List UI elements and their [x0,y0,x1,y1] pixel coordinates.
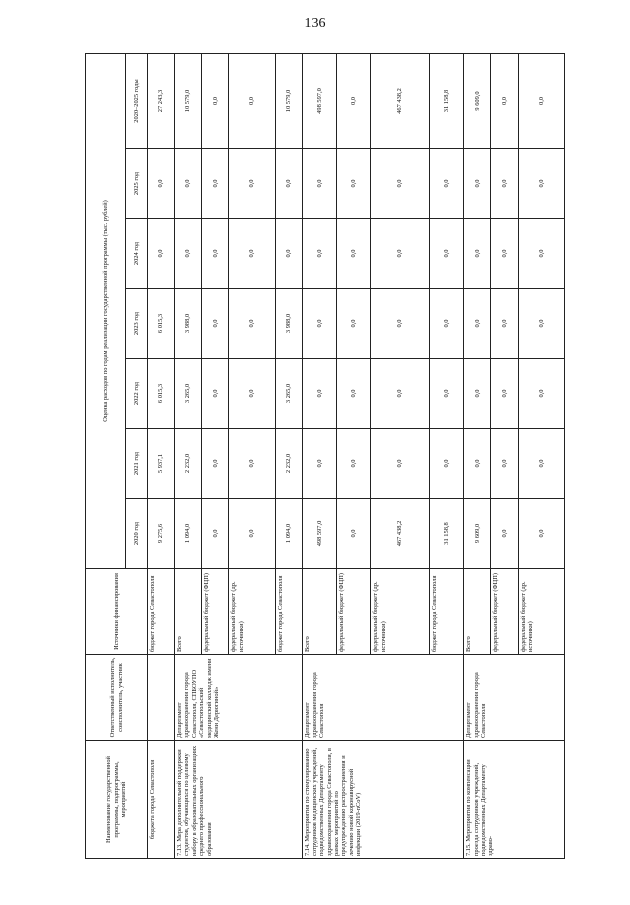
value-cell: 3 265,0 [275,359,302,429]
value-cell: 3 988,0 [275,289,302,359]
value-cell: 0,0 [336,289,370,359]
value-cell: 0,0 [229,54,275,149]
value-cell: 0,0 [202,219,229,289]
value-cell: 0,0 [229,359,275,429]
table-row [464,54,491,859]
value-cell: 0,0 [464,429,491,499]
value-cell: 6 015,3 [148,289,175,359]
value-cell: 0,0 [518,499,564,569]
header-year: 2022 год [126,359,148,429]
value-cell: 0,0 [275,149,302,219]
value-cell: 0,0 [148,219,175,289]
value-cell: 0,0 [302,429,336,499]
value-cell: 0,0 [491,359,518,429]
value-cell: 10 579,0 [275,54,302,149]
page-number: 136 [304,16,326,31]
header-year-total: 2020–2025 годы [126,54,148,149]
source-cell: федеральный бюджет (ФЦП) [202,569,229,655]
header-estimate: Оценка расходов по годам реализации государственной программы (тыс. рублей) [86,54,126,569]
source-cell: федеральный бюджет (др. источники) [371,569,430,655]
value-cell: 0,0 [371,149,430,219]
value-cell: 1 094,0 [275,499,302,569]
value-cell: 0,0 [336,149,370,219]
value-cell: 0,0 [302,289,336,359]
value-cell: 0,0 [491,54,518,149]
value-cell: 0,0 [336,54,370,149]
value-cell: 0,0 [518,289,564,359]
value-cell: 0,0 [371,289,430,359]
value-cell: 0,0 [464,359,491,429]
header-executor: Ответственный исполнитель, соисполнитель, участник [86,655,148,741]
executor-cell [148,655,175,741]
value-cell: 6 015,3 [148,359,175,429]
value-cell: 0,0 [464,289,491,359]
value-cell: 3 988,0 [175,289,202,359]
value-cell: 10 579,0 [175,54,202,149]
value-cell: 0,0 [464,219,491,289]
value-cell: 0,0 [229,429,275,499]
value-cell: 0,0 [429,219,463,289]
program-cell: 7.15. Мероприятия по компенсации проезда сотрудников учреждений, подведомственных Департаменту здраво- [464,741,565,859]
value-cell: 0,0 [518,54,564,149]
executor-cell: Департамент здравоохранения города Севастополя [464,655,565,741]
value-cell: 0,0 [336,359,370,429]
value-cell: 0,0 [202,289,229,359]
source-cell: федеральный бюджет (др. источники) [518,569,564,655]
value-cell: 0,0 [429,359,463,429]
value-cell: 0,0 [302,359,336,429]
source-cell: бюджет города Севастополя [429,569,463,655]
value-cell: 31 158,8 [429,499,463,569]
value-cell: 0,0 [464,149,491,219]
value-cell: 5 937,1 [148,429,175,499]
value-cell: 0,0 [518,149,564,219]
value-cell: 0,0 [429,149,463,219]
header-year: 2025 год [126,149,148,219]
value-cell: 27 243,3 [148,54,175,149]
value-cell: 0,0 [302,219,336,289]
source-cell: федеральный бюджет (др. источники) [229,569,275,655]
value-cell: 9 609,0 [464,499,491,569]
executor-cell: Департамент здравоохранения города Севастополя, СПБОУПО «Севастопольский медицинский колледж имени Жени Дерюгиной» [175,655,303,741]
value-cell: 0,0 [371,359,430,429]
value-cell: 0,0 [336,499,370,569]
source-cell: федеральный бюджет (ФЦП) [491,569,518,655]
header-year: 2024 год [126,219,148,289]
value-cell: 2 232,0 [175,429,202,499]
value-cell: 0,0 [202,359,229,429]
value-cell: 467 438,2 [371,54,430,149]
source-cell: Всего [302,569,336,655]
table-row [148,54,175,859]
program-cell: 7.14. Мероприятия по стимулированию сотрудников медицинских учреждений, подведомственных Департаменту здравоохранения города Севастополя, в рамках мероприятий по предупреждению распространения и лечению новой коронавирусной инфекции (2019-nCoV) [302,741,464,859]
program-cell: 7.13. Мера дополнительной поддержки студентов, обучающихся по целевому набору в образовательных организациях среднего профессионального образования [175,741,303,859]
value-cell: 0,0 [175,219,202,289]
value-cell: 2 232,0 [275,429,302,499]
source-cell: Всего [175,569,202,655]
value-cell: 498 597,0 [302,499,336,569]
value-cell: 0,0 [518,219,564,289]
executor-cell: Департамент здравоохранения города Севастополя [302,655,464,741]
rotated-table-sheet [85,54,565,859]
value-cell: 0,0 [275,219,302,289]
source-cell: бюджет города Севастополя [275,569,302,655]
value-cell: 0,0 [202,149,229,219]
value-cell: 0,0 [229,149,275,219]
value-cell: 0,0 [336,219,370,289]
header-year: 2023 год [126,289,148,359]
value-cell: 3 265,0 [175,359,202,429]
value-cell: 1 094,0 [175,499,202,569]
value-cell: 0,0 [491,429,518,499]
value-cell: 0,0 [175,149,202,219]
source-cell: федеральный бюджет (ФЦП) [336,569,370,655]
header-program: Наименование государственной программы, подпрограммы, мероприятий [86,741,148,859]
value-cell: 0,0 [518,429,564,499]
header-source: Источники финансирования [86,569,148,655]
table-row [175,54,202,859]
value-cell: 0,0 [202,499,229,569]
source-cell: бюджет города Севастополя [148,569,175,655]
value-cell: 0,0 [202,54,229,149]
value-cell: 31 158,8 [429,54,463,149]
value-cell: 9 609,0 [464,54,491,149]
program-cell: бюджета города Севастополя [148,741,175,859]
value-cell: 0,0 [371,429,430,499]
value-cell: 0,0 [429,429,463,499]
value-cell: 0,0 [302,149,336,219]
value-cell: 9 275,6 [148,499,175,569]
budget-table [85,53,565,859]
table-row [302,54,336,859]
value-cell: 0,0 [229,289,275,359]
value-cell: 0,0 [229,499,275,569]
value-cell: 0,0 [491,219,518,289]
value-cell: 0,0 [229,219,275,289]
value-cell: 0,0 [148,149,175,219]
source-cell: Всего [464,569,491,655]
value-cell: 0,0 [491,499,518,569]
value-cell: 0,0 [371,219,430,289]
value-cell: 0,0 [518,359,564,429]
header-year: 2021 год [126,429,148,499]
value-cell: 0,0 [429,289,463,359]
value-cell: 498 597,0 [302,54,336,149]
value-cell: 0,0 [491,149,518,219]
value-cell: 0,0 [202,429,229,499]
header-year: 2020 год [126,499,148,569]
value-cell: 0,0 [491,289,518,359]
value-cell: 467 438,2 [371,499,430,569]
value-cell: 0,0 [336,429,370,499]
